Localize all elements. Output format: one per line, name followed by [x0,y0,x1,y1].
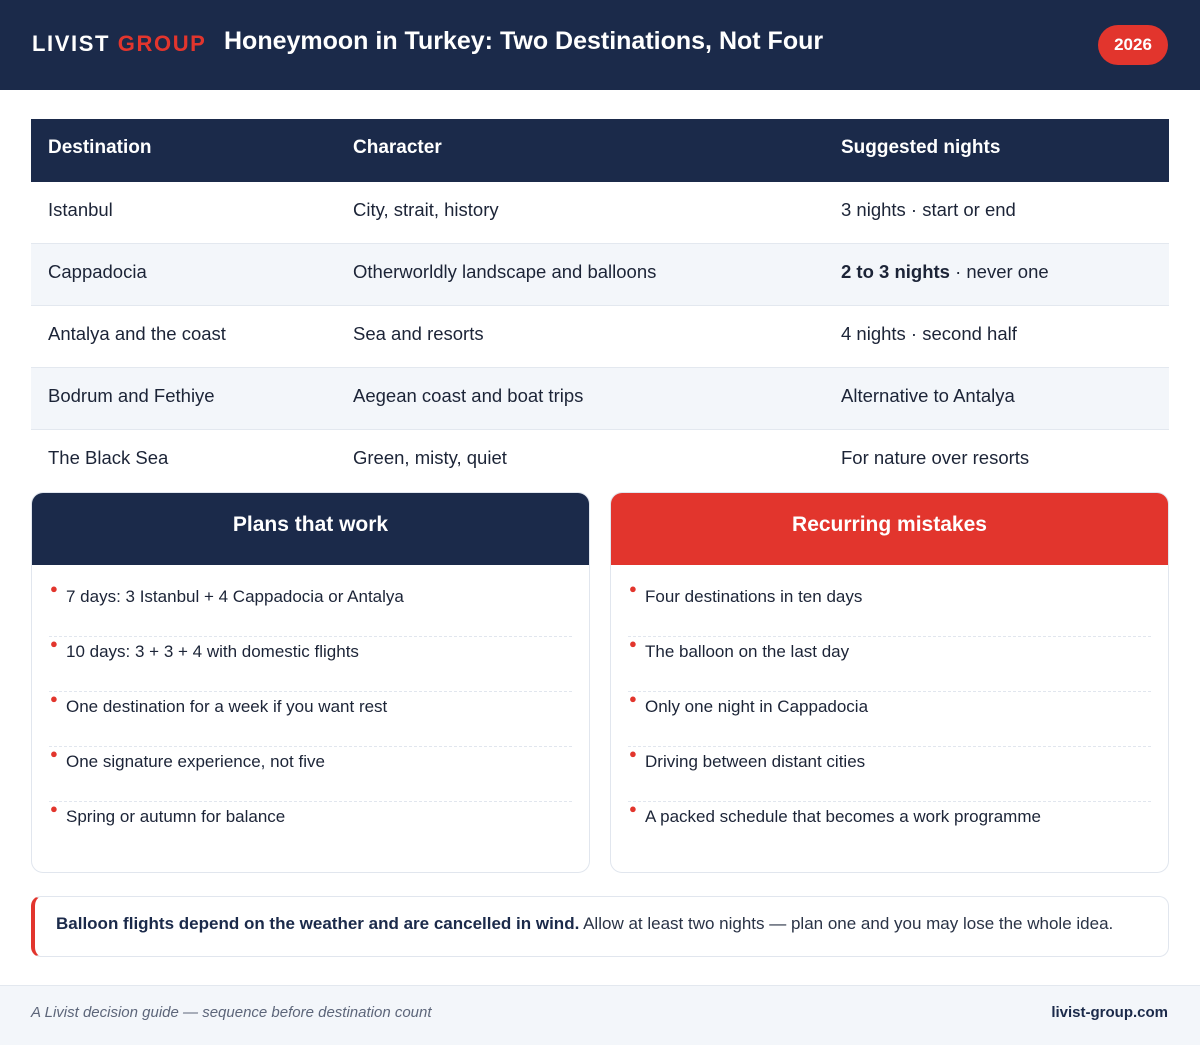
table-row [31,306,1169,368]
bullet-icon: ● [629,636,637,651]
list-item-label: Driving between distant cities [645,752,866,771]
plans-card [31,492,590,873]
bullet-icon: ● [629,691,637,706]
cell-character: Aegean coast and boat trips [353,385,584,406]
list-item [49,692,572,747]
note-bold: Balloon flights depend on the weather and are cancelled in wind. [56,914,580,933]
cell-character: Green, misty, quiet [353,447,507,468]
cell-character: City, strait, history [353,199,499,220]
note-text [56,913,1113,935]
table-row [31,244,1169,306]
list-item-label: Only one night in Cappadocia [645,697,869,716]
list-item-label: The balloon on the last day [645,642,850,661]
bullet-icon: ● [629,746,637,761]
cell-nights-text: For nature over resorts [841,447,1030,468]
bullet-icon: ● [50,581,58,596]
cell-nights [841,430,1029,486]
mistakes-card [610,492,1169,873]
cell-destination: The Black Sea [48,447,169,468]
list-item [49,582,572,637]
bullet-icon: ● [50,746,58,761]
footer-website-link[interactable]: livist-group.com [1051,1004,1168,1021]
list-item-label: A packed schedule that becomes a work programme [645,807,1041,826]
destinations-table [31,119,1169,492]
cell-destination: Antalya and the coast [48,323,226,344]
list-item [628,747,1151,802]
cell-nights-bold: 2 to 3 nights [841,261,950,282]
cell-destination: Cappadocia [48,261,147,282]
page-footer [0,985,1200,1045]
year-badge: 2026 [1098,25,1168,65]
brand-primary: LIVIST [32,31,111,56]
list-item-label: One signature experience, not five [66,752,325,771]
list-item [628,637,1151,692]
cell-nights [841,368,1015,424]
bullet-icon: ● [50,801,58,816]
mistakes-card-title: Recurring mistakes [611,493,1168,565]
bullet-icon: ● [629,581,637,596]
balloon-note-callout [31,896,1169,957]
footer-tagline: A Livist decision guide — sequence before destination count [31,1004,432,1021]
list-item-label: One destination for a week if you want rest [66,697,388,716]
table-row [31,430,1169,492]
list-item-label: 7 days: 3 Istanbul + 4 Cappadocia or Antalya [66,587,404,606]
bullet-icon: ● [50,691,58,706]
column-header-destination: Destination [48,137,152,158]
list-item [628,582,1151,637]
list-item [628,802,1151,857]
page-header [0,0,1200,90]
table-header [31,119,1169,182]
cell-nights [841,306,1017,362]
list-item [49,802,572,857]
cell-nights-text: 4 nights · second half [841,323,1017,344]
list-item-label: Spring or autumn for balance [66,807,286,826]
cell-nights [841,244,1049,300]
table-row [31,182,1169,244]
cell-character: Otherworldly landscape and balloons [353,261,657,282]
brand-accent: GROUP [117,31,207,56]
note-body: Allow at least two nights — plan one and you may lose the whole idea. [579,914,1114,933]
list-item [49,637,572,692]
cell-nights-text: Alternative to Antalya [841,385,1015,406]
cell-character: Sea and resorts [353,323,484,344]
list-item-label: 10 days: 3 + 3 + 4 with domestic flights [66,642,359,661]
cell-nights-text: · never one [949,261,1049,282]
page-title: Honeymoon in Turkey: Two Destinations, Not Four [224,27,824,55]
list-item-label: Four destinations in ten days [645,587,863,606]
list-item [628,692,1151,747]
column-header-character: Character [353,137,442,158]
bullet-icon: ● [629,801,637,816]
cell-nights [841,182,1016,238]
bullet-icon: ● [50,636,58,651]
list-item [49,747,572,802]
plans-card-title: Plans that work [32,493,589,565]
cell-nights-text: 3 nights · start or end [841,199,1016,220]
brand-logo[interactable] [32,31,206,57]
cell-destination: Bodrum and Fethiye [48,385,215,406]
cell-destination: Istanbul [48,199,113,220]
column-header-nights: Suggested nights [841,137,1001,158]
table-row [31,368,1169,430]
